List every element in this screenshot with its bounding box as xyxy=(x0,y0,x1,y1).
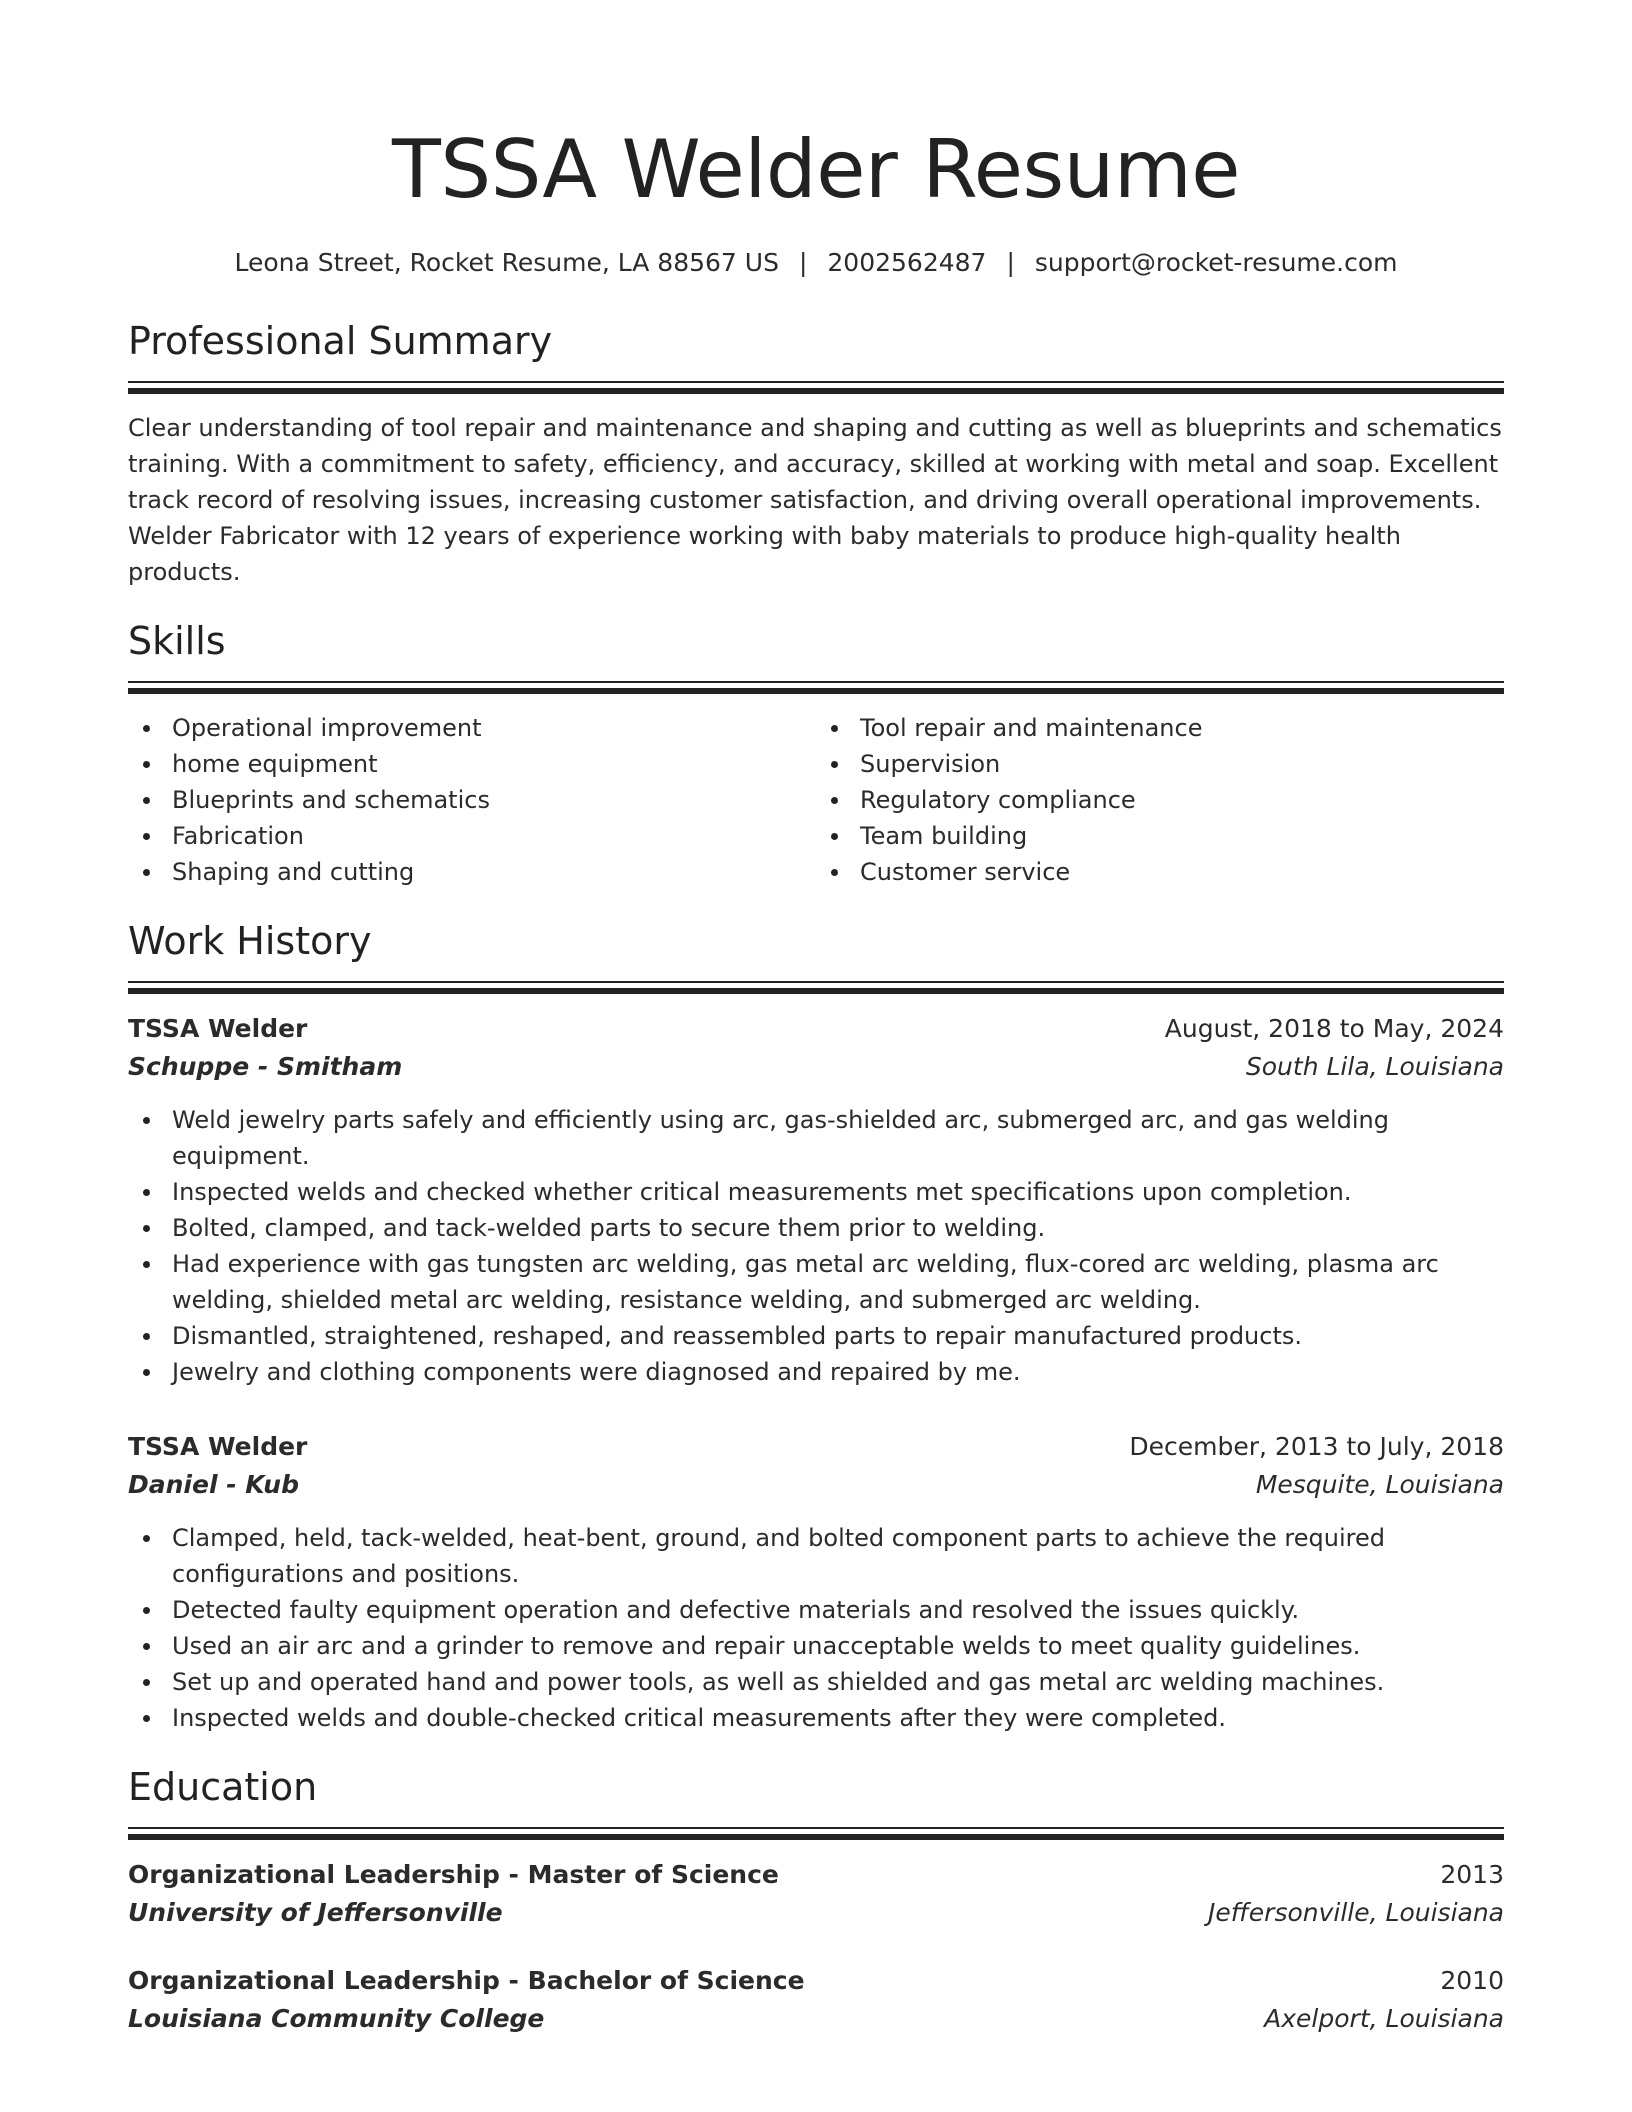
education-school-row xyxy=(128,1894,1504,1932)
job-duties-list xyxy=(128,1520,1504,1736)
job-company: Daniel - Kub xyxy=(128,1470,299,1499)
section-divider xyxy=(128,681,1504,694)
job-duty: Inspected welds and double-checked critical measurements after they were completed. xyxy=(128,1700,1504,1736)
job-duties-list xyxy=(128,1102,1504,1390)
job-duty: Inspected welds and checked whether critical measurements met specifications upon completion. xyxy=(128,1174,1504,1210)
education-school-row xyxy=(128,2000,1504,2038)
skill-item: home equipment xyxy=(128,746,816,782)
job-duty: Dismantled, straightened, reshaped, and reassembled parts to repair manufactured products. xyxy=(128,1318,1504,1354)
education-location: Jeffersonville, Louisiana xyxy=(1208,1898,1504,1927)
section-divider xyxy=(128,1827,1504,1840)
section-divider xyxy=(128,381,1504,394)
job-duty: Weld jewelry parts safely and efficiently using arc, gas-shielded arc, submerged arc, and gas welding equipment. xyxy=(128,1102,1504,1174)
job-header-row xyxy=(128,1010,1504,1048)
job-entry xyxy=(128,1428,1504,1736)
education-header-row xyxy=(128,1856,1504,1894)
resume-title: TSSA Welder Resume xyxy=(392,123,1240,216)
job-position: TSSA Welder xyxy=(128,1432,308,1461)
education-school: Louisiana Community College xyxy=(128,2004,545,2033)
education-entry xyxy=(128,1856,1504,1932)
job-duty: Used an air arc and a grinder to remove and repair unacceptable welds to meet quality guidelines. xyxy=(128,1628,1504,1664)
job-duty: Clamped, held, tack-welded, heat-bent, ground, and bolted component parts to achieve the required configurations and positions. xyxy=(128,1520,1504,1592)
skills-section xyxy=(128,618,1504,890)
education-year: 2013 xyxy=(1440,1860,1504,1889)
skills-list-left xyxy=(128,710,816,890)
skill-item: Blueprints and schematics xyxy=(128,782,816,818)
skill-item: Supervision xyxy=(816,746,1504,782)
education-school: University of Jeffersonville xyxy=(128,1898,503,1927)
skills-list-right xyxy=(816,710,1504,890)
education-degree: Organizational Leadership - Bachelor of Science xyxy=(128,1966,805,1995)
skills-columns xyxy=(128,710,1504,890)
work-history-heading: Work History xyxy=(128,919,372,963)
section-divider xyxy=(128,981,1504,994)
skill-item: Shaping and cutting xyxy=(128,854,816,890)
job-entry xyxy=(128,1010,1504,1390)
skill-item: Operational improvement xyxy=(128,710,816,746)
job-company-row xyxy=(128,1048,1504,1086)
job-dates: December, 2013 to July, 2018 xyxy=(1129,1432,1504,1461)
job-location: South Lila, Louisiana xyxy=(1245,1052,1504,1081)
job-duty: Jewelry and clothing components were diagnosed and repaired by me. xyxy=(128,1354,1504,1390)
job-duty: Had experience with gas tungsten arc welding, gas metal arc welding, flux-cored arc welding, plasma arc welding, shielded metal arc welding, resistance welding, and submerged arc welding. xyxy=(128,1246,1504,1318)
summary-text: Clear understanding of tool repair and maintenance and shaping and cutting as well as blueprints and schematics training. With a commitment to safety, efficiency, and accuracy, skilled at working with metal and soap. Excellent track record of resolving issues, increasing customer satisfaction, and driving overall operational improvements. Welder Fabricator with 12 years of experience working with baby materials to produce high-quality health products. xyxy=(128,414,1502,586)
job-company: Schuppe - Smitham xyxy=(128,1052,403,1081)
work-history-section xyxy=(128,918,1504,1736)
skill-item: Tool repair and maintenance xyxy=(816,710,1504,746)
job-duty: Detected faulty equipment operation and defective materials and resolved the issues quickly. xyxy=(128,1592,1504,1628)
education-year: 2010 xyxy=(1440,1966,1504,1995)
contact-address: Leona Street, Rocket Resume, LA 88567 US xyxy=(234,248,779,277)
education-degree: Organizational Leadership - Master of Science xyxy=(128,1860,779,1889)
contact-separator: | xyxy=(1006,248,1015,277)
education-location: Axelport, Louisiana xyxy=(1264,2004,1504,2033)
contact-email: support@rocket-resume.com xyxy=(1034,248,1398,277)
job-position: TSSA Welder xyxy=(128,1014,308,1043)
contact-phone: 2002562487 xyxy=(827,248,987,277)
skill-item: Regulatory compliance xyxy=(816,782,1504,818)
skill-item: Team building xyxy=(816,818,1504,854)
job-dates: August, 2018 to May, 2024 xyxy=(1164,1014,1504,1043)
job-duty: Bolted, clamped, and tack-welded parts to secure them prior to welding. xyxy=(128,1210,1504,1246)
job-header-row xyxy=(128,1428,1504,1466)
education-heading: Education xyxy=(128,1765,318,1809)
contact-line xyxy=(128,246,1504,280)
job-location: Mesquite, Louisiana xyxy=(1255,1470,1504,1499)
skills-heading: Skills xyxy=(128,619,226,663)
education-header-row xyxy=(128,1962,1504,2000)
skill-item: Fabrication xyxy=(128,818,816,854)
summary-section xyxy=(128,318,1504,590)
job-duty: Set up and operated hand and power tools, as well as shielded and gas metal arc welding machines. xyxy=(128,1664,1504,1700)
summary-heading: Professional Summary xyxy=(128,319,553,363)
job-company-row xyxy=(128,1466,1504,1504)
skill-item: Customer service xyxy=(816,854,1504,890)
contact-separator: | xyxy=(798,248,808,277)
education-entry xyxy=(128,1962,1504,2038)
education-section xyxy=(128,1764,1504,2038)
